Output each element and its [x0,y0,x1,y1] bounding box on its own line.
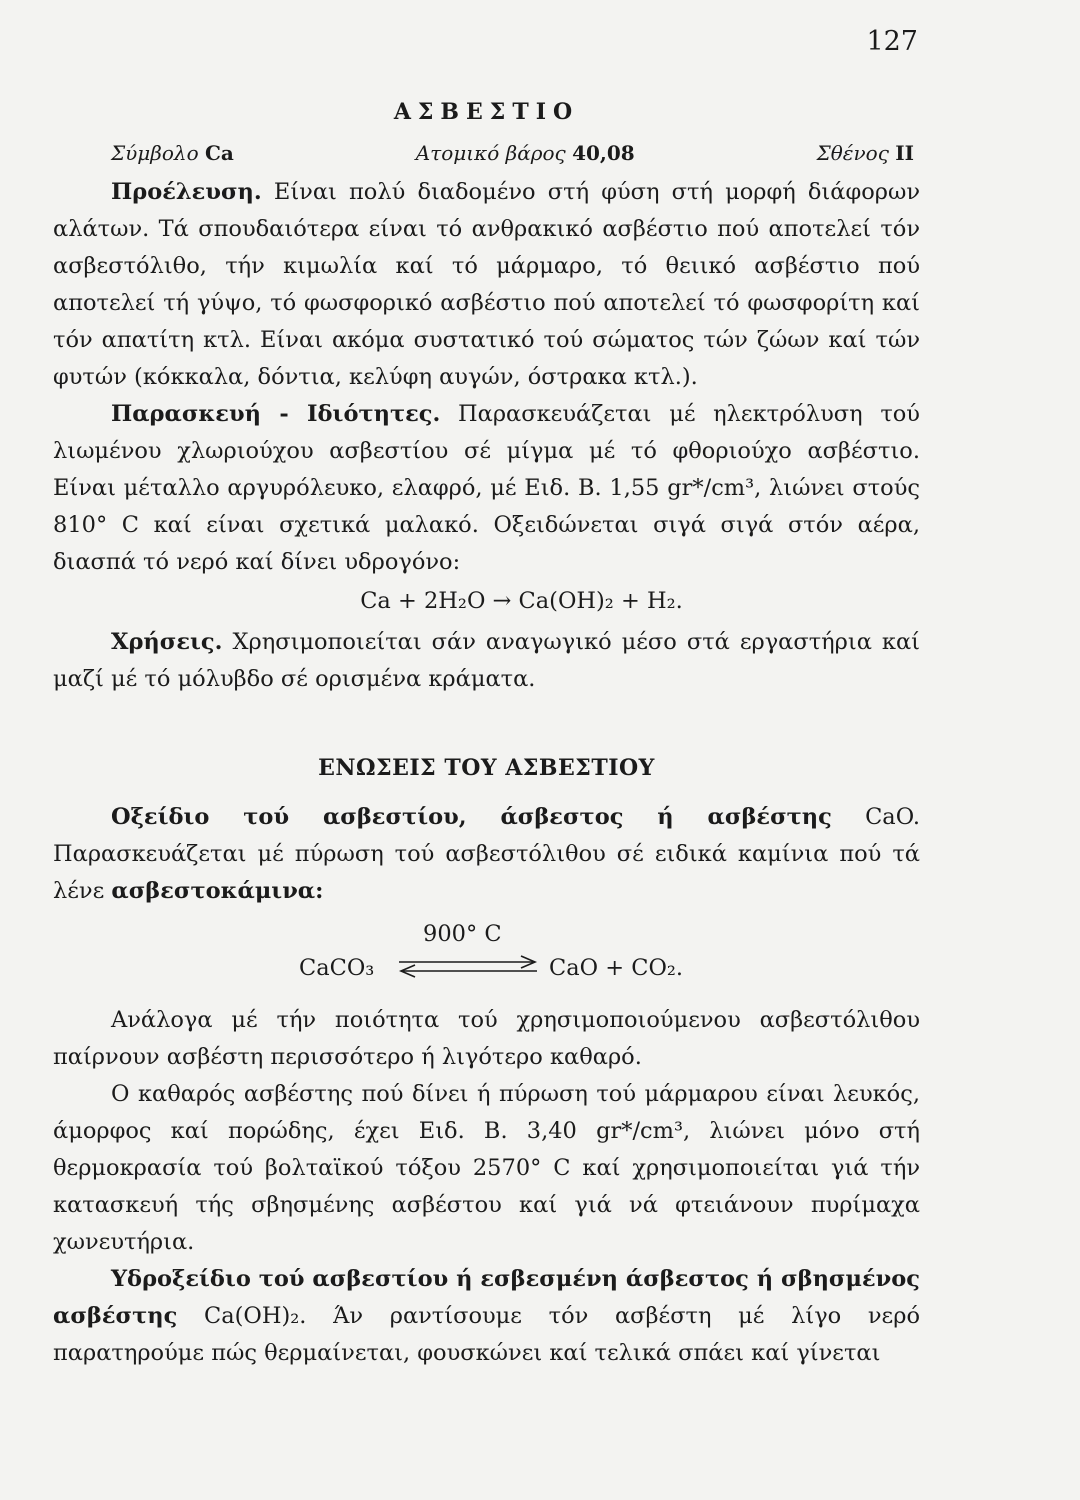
compounds-heading: ΕΝΩΣΕΙΣ ΤΟΥ ΑΣΒΕΣΤΙΟΥ [318,755,655,781]
atomic-weight-field: Ατομικό βάρος 40,08 [415,141,635,165]
preparation-heading: Παρασκευή - Ιδιότητες. [111,401,441,427]
products: CaO + CO₂. [549,955,684,981]
reaction-condition: 900° C [423,921,502,947]
origin-heading: Προέλευση. [111,179,262,205]
oxide-paragraph: Οξείδιο τού ασβεστίου, άσβεστος ή ασβέστης CaO. Παρασκευάζεται μέ πύρωση τού ασβεστόλιθου σέ ειδικά καμίνια πού τά λένε ασβεστοκάμινα: [53,804,921,904]
reactant: CaCO₃ [299,955,375,981]
origin-paragraph: Προέλευση. Είναι πολύ διαδομένο στή φύση στή μορφή διάφορων αλάτων. Τά σπουδαιότερα είναι τό ανθρακικό ασβέστιο πού αποτελεί τόν ασβεστόλιθο, τήν κιμωλία καί τό μάρμαρο, τό θειικό ασβέστιο πού αποτελεί τή γύψο, τό φωσφορικό ασβέστιο πού αποτελεί τό φωσφορίτη καί τόν απατίτη κτλ. Είναι ακόμα συστατικό τού σώματος τών ζώων καί τών φυτών (κόκκαλα, δόντια, κελύφη αυγών, όστρακα κτλ.). [53,179,920,390]
calcination-equation [53,910,920,994]
symbol-field: Σύμβολο Ca [111,141,234,165]
page-number: 127 [866,26,918,57]
preparation-paragraph: Παρασκευή - Ιδιότητες. Παρασκευάζεται μέ ηλεκτρόλυση τού λιωμένου χλωριούχου ασβεστίου σέ μίγμα μέ τό φθοριούχο ασβέστιο. Είναι μέταλλο αργυρόλευκο, ελαφρό, μέ Ειδ. Β. 1,55 gr*/cm³, λιώνει στούς 810° C καί είναι σχετικά μαλακό. Οξειδώνεται σιγά σιγά στόν αέρα, διασπά τό νερό καί δίνει υδρογόνο: [53,401,920,575]
oxide-quality-paragraph: Ανάλογα μέ τήν ποιότητα τού χρησιμοποιούμενου ασβεστόλιθου παίρνουν ασβέστη περισσότερο ή λιγότερο καθαρό. [53,1007,920,1070]
element-meta [53,135,920,172]
reaction-equation: Ca + 2H₂O → Ca(OH)₂ + H₂. [360,588,683,614]
hydroxide-heading: Υδροξείδιο τού ασβεστίου ή εσβεσμένη άσβεστος ή σβησμένος ασβέστης [53,1266,920,1329]
uses-paragraph: Χρήσεις. Χρησιμοποιείται σάν αναγωγικό μέσο στά εργαστήρια καί μαζί μέ τό μόλυβδο σέ ορισμένα κράματα. [53,629,920,692]
valence-field: Σθένος II [816,141,914,165]
page-body [53,94,920,1372]
oxide-properties-paragraph: Ο καθαρός ασβέστης πού δίνει ή πύρωση τού μάρμαρου είναι λευκός, άμορφος καί πορώδης, έχει Ειδ. Β. 3,40 gr*/cm³, λιώνει μόνο στή θερμοκρασία τού βολταϊκού τόξου 2570° C καί χρησιμοποιείται γιά τήν κατασκευή τής σβησμένης ασβέστου καί γιά νά φτειάνουν πυρίμαχα χωνευτήρια. [53,1081,920,1255]
hydroxide-paragraph: Υδροξείδιο τού ασβεστίου ή εσβεσμένη άσβεστος ή σβησμένος ασβέστης Ca(OH)₂. Άν ραντίσουμε τόν ασβέστη μέ λίγο νερό παρατηρούμε πώς θερμαίνεται, φουσκώνει καί τελικά σπάει καί γίνεται [53,1266,920,1366]
element-title: ΑΣΒΕΣΤΙΟ [393,99,580,125]
equilibrium-arrows-icon [397,953,539,979]
uses-heading: Χρήσεις. [111,629,223,655]
oxide-heading: Οξείδιο τού ασβεστίου, άσβεστος ή ασβέστης [111,804,832,830]
